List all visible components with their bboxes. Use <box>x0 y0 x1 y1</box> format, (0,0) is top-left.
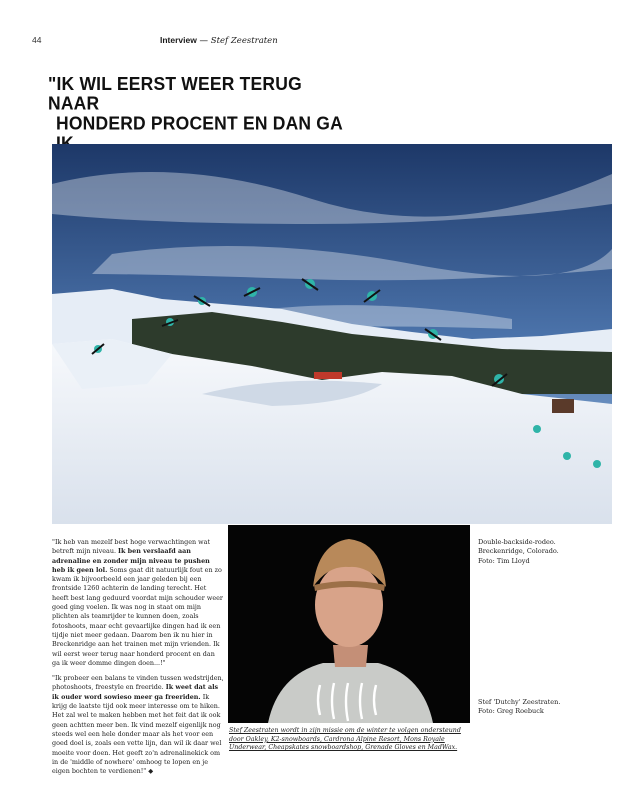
hero-caption-title: Double-backside-rodeo. <box>478 538 556 546</box>
article-body <box>52 538 224 782</box>
paragraph-text: Soms gaat dit natuurlijk fout en zo kwam ik bijvoorbeeld een jaar geleden bij een frontside 1260 achterin de landing terecht. Het heeft best lang geduurd voordat mijn schouder weer goed ging voelen. Ik was nog in staat om mijn plichten als teamrijder te kunnen doen, zoals fotoshoots, maar echt gevaarlijke dingen had ik een tijdje niet meer gedaan. Daarom ben ik nu hier in Breckenridge aan het trainen met mijn vrienden. Ik wil eerst weer terug naar honderd procent en dan ga ik weer domme dingen doen...!" <box>52 565 223 667</box>
article-paragraph <box>52 674 224 776</box>
page-number: 44 <box>32 35 42 45</box>
pull-quote-line: HONDERD PROCENT EN DAN GA <box>56 112 343 134</box>
hero-photo <box>52 144 612 524</box>
portrait-caption <box>478 698 598 717</box>
portrait-caption-name: Stef 'Dutchy' Zeestraten. <box>478 698 561 706</box>
article-paragraph <box>52 538 224 668</box>
paragraph-text: Ik krijg de laatste tijd ook meer interesse om te hiken. Het zal wel te maken hebben met het feit dat ik ook geen achtten meer ben. Ik vind mezelf eigenlijk nog steeds wel een hele donder maar als het voor een goed doel is, zoals een vette lijn, dan wil ik daar wel moeite voor doen. Het geeft zo'n adrenalinekick om in de 'middle of nowhere' omhoog te lopen en je eigen bochten te verdienen!" ◆ <box>52 692 222 776</box>
portrait-caption-photographer: Foto: Greg Roebuck <box>478 707 544 716</box>
paragraph-text: "Ik heb van mezelf best hoge verwachtingen wat betreft mijn niveau. <box>52 538 211 556</box>
sponsor-caption: Stef Zeestraten wordt in zijn missie om de winter te volgen ondersteund door Oakley, K2-snowboards, Cardrona Alpine Resort, Mons Royale Underwear, Cheapskates snowboardshop, Grenade Gloves en MadWax. <box>229 727 461 752</box>
portrait-photo-image <box>228 525 470 723</box>
paragraph-emphasis: Ik weet dat als ik ouder word sowieso meer ga freeriden. <box>52 683 219 701</box>
section-label <box>160 35 278 46</box>
hero-caption-location: Breckenridge, Colorado. <box>478 547 559 556</box>
portrait-photo <box>228 525 470 723</box>
paragraph-emphasis: Ik ben verslaafd aan adrenaline en zonder mijn niveau te pushen heb ik geen lol. <box>52 547 210 574</box>
section-subject: — Stef Zeestraten <box>196 36 278 46</box>
hero-caption <box>478 538 598 566</box>
hero-caption-photographer: Foto: Tim Lloyd <box>478 556 530 565</box>
hero-photo-image <box>52 144 612 524</box>
pull-quote-line: "IK WIL EERST WEER TERUG NAAR <box>48 72 302 114</box>
page-header <box>32 35 592 49</box>
paragraph-text: "Ik probeer een balans te vinden tussen wedstrijden, photoshoots, freestyle en freeride. <box>52 674 224 692</box>
section-title: Interview <box>160 35 197 45</box>
